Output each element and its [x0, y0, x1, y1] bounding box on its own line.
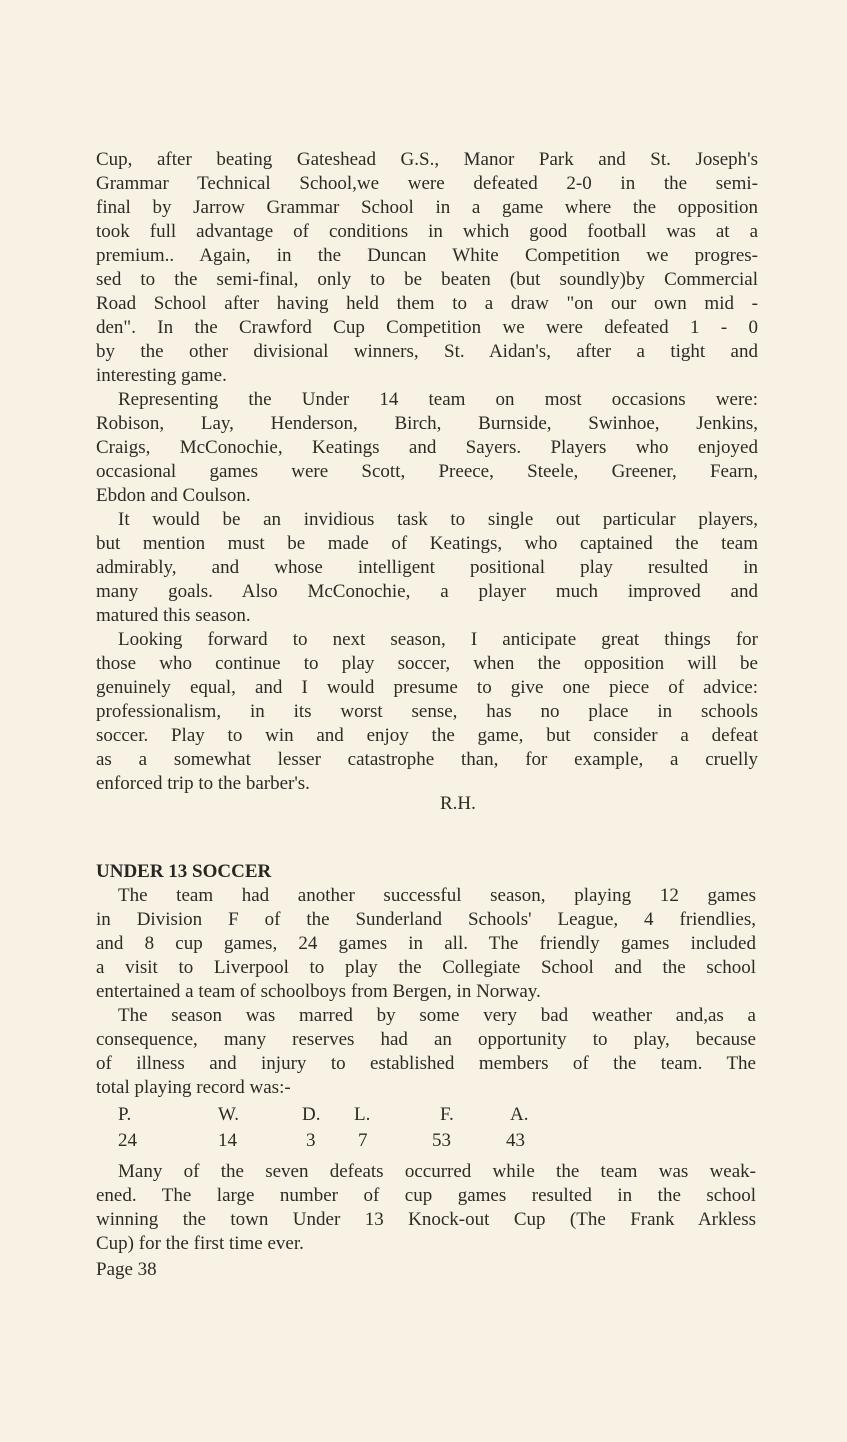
- text-line: sed to the semi-final, only to be beaten (but soundly)by Commercial: [96, 269, 758, 290]
- record-header-cell: L.: [354, 1104, 371, 1125]
- record-value-cell: 3: [306, 1130, 316, 1151]
- text-line: genuinely equal, and I would presume to give one piece of advice:: [96, 677, 758, 698]
- text-line: took full advantage of conditions in which good football was at a: [96, 221, 758, 242]
- text-line: den". In the Crawford Cup Competition we were defeated 1 - 0: [96, 317, 758, 338]
- text-line: occasional games were Scott, Preece, Steele, Greener, Fearn,: [96, 461, 758, 482]
- record-header-cell: P.: [118, 1104, 132, 1125]
- text-line: as a somewhat lesser catastrophe than, for example, a cruelly: [96, 749, 758, 770]
- text-line: a visit to Liverpool to play the Collegiate School and the school: [96, 957, 756, 978]
- text-line: premium.. Again, in the Duncan White Competition we progres-: [96, 245, 758, 266]
- under13-body: [96, 884, 756, 1100]
- section-heading: UNDER 13 SOCCER: [96, 861, 272, 882]
- text-line: Ebdon and Coulson.: [96, 485, 251, 506]
- text-line: Road School after having held them to a draw "on our own mid -: [96, 293, 758, 314]
- text-line: Cup, after beating Gateshead G.S., Manor Park and St. Joseph's: [96, 149, 758, 170]
- text-line: in Division F of the Sunderland Schools' League, 4 friendlies,: [96, 909, 756, 930]
- text-line: Robison, Lay, Henderson, Birch, Burnside, Swinhoe, Jenkins,: [96, 413, 758, 434]
- record-value-cell: 53: [432, 1130, 451, 1151]
- text-line: admirably, and whose intelligent positional play resulted in: [96, 557, 758, 578]
- text-line: The team had another successful season, playing 12 games: [118, 885, 756, 906]
- text-line: total playing record was:-: [96, 1077, 291, 1098]
- record-value-cell: 7: [358, 1130, 368, 1151]
- text-line: Looking forward to next season, I anticipate great things for: [118, 629, 758, 650]
- text-line: Grammar Technical School,we were defeated 2-0 in the semi-: [96, 173, 758, 194]
- text-line: entertained a team of schoolboys from Bergen, in Norway.: [96, 981, 541, 1002]
- text-line: those who continue to play soccer, when the opposition will be: [96, 653, 758, 674]
- record-header-cell: F.: [440, 1104, 454, 1125]
- author-signature: R.H.: [440, 793, 476, 814]
- report-body: [96, 148, 758, 796]
- text-line: of illness and injury to established members of the team. The: [96, 1053, 756, 1074]
- text-line: many goals. Also McConochie, a player much improved and: [96, 581, 758, 602]
- text-line: Representing the Under 14 team on most occasions were:: [118, 389, 758, 410]
- text-line: Craigs, McConochie, Keatings and Sayers. Players who enjoyed: [96, 437, 758, 458]
- record-value-cell: 43: [506, 1130, 525, 1151]
- record-value-cell: 24: [118, 1130, 137, 1151]
- text-line: matured this season.: [96, 605, 251, 626]
- text-line: winning the town Under 13 Knock-out Cup (The Frank Arkless: [96, 1209, 756, 1230]
- text-line: It would be an invidious task to single out particular players,: [118, 509, 758, 530]
- text-line: final by Jarrow Grammar School in a game where the opposition: [96, 197, 758, 218]
- text-line: The season was marred by some very bad weather and,as a: [118, 1005, 756, 1026]
- record-header-cell: W.: [218, 1104, 239, 1125]
- under13-closing: [96, 1160, 756, 1256]
- text-line: consequence, many reserves had an opportunity to play, because: [96, 1029, 756, 1050]
- record-header-cell: A.: [510, 1104, 529, 1125]
- text-line: Cup) for the first time ever.: [96, 1233, 304, 1254]
- text-line: enforced trip to the barber's.: [96, 773, 310, 794]
- text-line: but mention must be made of Keatings, who captained the team: [96, 533, 758, 554]
- text-line: interesting game.: [96, 365, 227, 386]
- record-header-cell: D.: [302, 1104, 321, 1125]
- text-line: Many of the seven defeats occurred while the team was weak-: [118, 1161, 756, 1182]
- text-line: professionalism, in its worst sense, has no place in schools: [96, 701, 758, 722]
- text-line: soccer. Play to win and enjoy the game, but consider a defeat: [96, 725, 758, 746]
- text-line: and 8 cup games, 24 games in all. The friendly games included: [96, 933, 756, 954]
- text-line: by the other divisional winners, St. Aidan's, after a tight and: [96, 341, 758, 362]
- record-value-cell: 14: [218, 1130, 237, 1151]
- text-line: ened. The large number of cup games resulted in the school: [96, 1185, 756, 1206]
- page-number: Page 38: [96, 1259, 157, 1280]
